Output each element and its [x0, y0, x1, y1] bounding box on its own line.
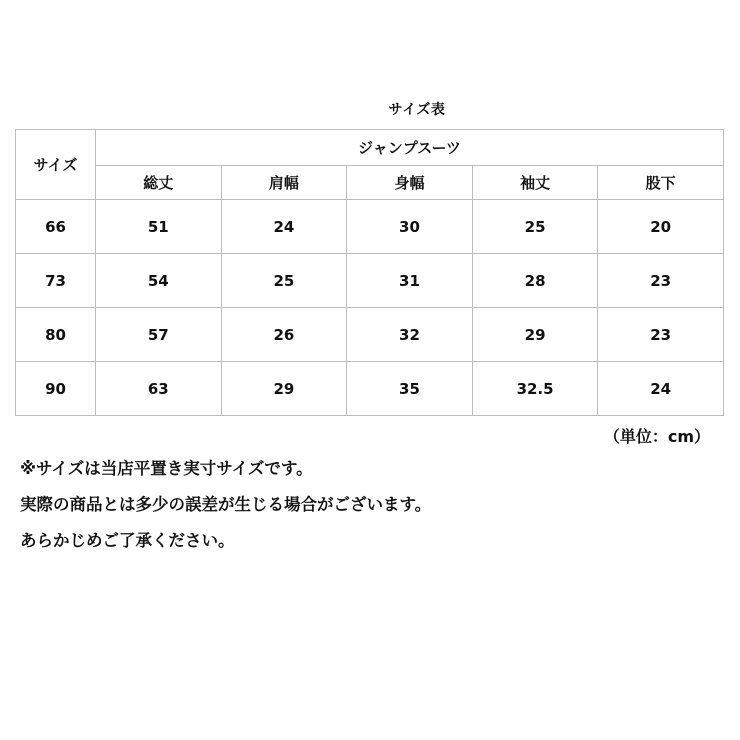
table-row: [16, 362, 724, 416]
table-cell: 31: [347, 254, 473, 308]
table-cell: 57: [96, 308, 222, 362]
column-header: 股下: [598, 166, 724, 200]
table-cell: 63: [96, 362, 222, 416]
note-line: 実際の商品とは多少の誤差が生じる場合がございます。: [20, 495, 432, 514]
table-cell: 20: [598, 200, 724, 254]
table-cell: 32: [347, 308, 473, 362]
size-cell: 66: [16, 200, 96, 254]
table-cell: 25: [221, 254, 347, 308]
table-cell: 54: [96, 254, 222, 308]
table-cell: 25: [472, 200, 598, 254]
table-cell: 51: [96, 200, 222, 254]
table-cell: 24: [221, 200, 347, 254]
size-cell: 80: [16, 308, 96, 362]
column-header: 袖丈: [472, 166, 598, 200]
note-line: ※サイズは当店平置き実寸サイズです。: [20, 459, 313, 478]
table-cell: 24: [598, 362, 724, 416]
column-header-row: [16, 166, 724, 200]
size-cell: 90: [16, 362, 96, 416]
table-cell: 23: [598, 308, 724, 362]
table-cell: 28: [472, 254, 598, 308]
table-cell: 23: [598, 254, 724, 308]
table-row: [16, 200, 724, 254]
size-cell: 73: [16, 254, 96, 308]
table-cell: 29: [472, 308, 598, 362]
table-row: [16, 254, 724, 308]
column-header: 身幅: [347, 166, 473, 200]
table-cell: 30: [347, 200, 473, 254]
table-row: [16, 308, 724, 362]
size-header: サイズ: [16, 130, 96, 200]
note-line: あらかじめご了承ください。: [20, 531, 235, 550]
column-header: 総丈: [96, 166, 222, 200]
group-header: ジャンプスーツ: [96, 130, 724, 166]
size-table: [15, 129, 724, 416]
table-header-row: [16, 130, 724, 166]
table-cell: 32.5: [472, 362, 598, 416]
table-cell: 35: [347, 362, 473, 416]
table-cell: 29: [221, 362, 347, 416]
table-cell: 26: [221, 308, 347, 362]
column-header: 肩幅: [221, 166, 347, 200]
notes: [20, 456, 431, 564]
unit-label: （単位：cm）: [603, 427, 710, 446]
table-title: サイズ表: [388, 102, 446, 118]
